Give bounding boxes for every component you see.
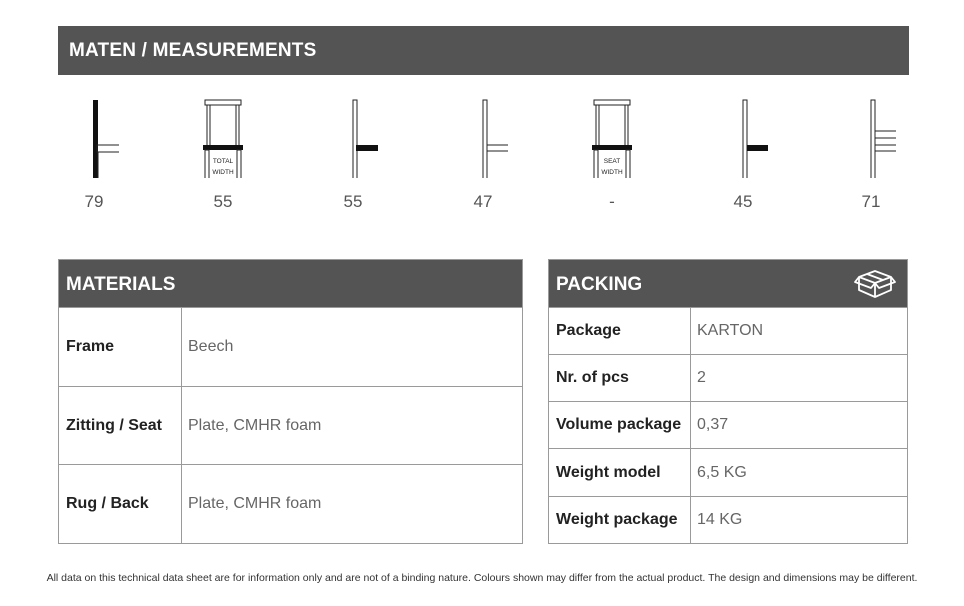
- packing-key: Weight model: [549, 449, 691, 496]
- measure-value: 55: [213, 192, 233, 211]
- chair-total-height-icon: [69, 92, 119, 178]
- measure-seat-height: [438, 92, 528, 212]
- measure-value: 71: [861, 192, 881, 211]
- box-icon: [853, 266, 897, 300]
- packing-key: Weight package: [549, 497, 691, 543]
- disclaimer-text: All data on this technical data sheet are for information only and are not of a binding nature. Colours shown may differ from the actual product. The design and dimensions may be different.: [46, 572, 918, 584]
- packing-value: 0,37: [697, 416, 729, 433]
- materials-panel: [58, 259, 523, 544]
- measure-value: 55: [343, 192, 363, 211]
- total-width-label-bottom: WIDTH: [212, 169, 234, 176]
- measure-value: -: [609, 192, 615, 211]
- measure-value: 45: [733, 192, 753, 211]
- packing-value: 2: [697, 369, 706, 386]
- table-row: [59, 307, 522, 386]
- packing-title: PACKING: [556, 274, 643, 295]
- materials-title: MATERIALS: [66, 274, 176, 295]
- table-row: [549, 401, 907, 448]
- measurements-title: MATEN / MEASUREMENTS: [69, 40, 317, 61]
- measure-seat-width: [567, 92, 657, 212]
- chair-seat-height-icon: [458, 92, 508, 178]
- measurements-row: [0, 92, 964, 222]
- packing-value: 14 KG: [697, 511, 743, 528]
- table-row: [549, 354, 907, 401]
- chair-seat-depth-icon: [328, 92, 378, 178]
- total-width-label-top: TOTAL: [212, 158, 234, 165]
- measure-seat-depth: [308, 92, 398, 212]
- packing-panel: [548, 259, 908, 544]
- materials-value: Beech: [188, 338, 234, 355]
- materials-key: Zitting / Seat: [59, 387, 182, 464]
- table-row: [59, 386, 522, 464]
- materials-value: Plate, CMHR foam: [188, 416, 322, 434]
- measure-value: 47: [473, 192, 493, 211]
- materials-header: [59, 260, 522, 307]
- chair-armrest-height-icon: [846, 92, 896, 178]
- measure-total-height: [49, 92, 139, 212]
- measure-value: 79: [84, 192, 104, 211]
- packing-value: 6,5 KG: [697, 463, 747, 481]
- packing-key: Nr. of pcs: [549, 355, 691, 401]
- seat-width-label-top: SEAT: [603, 158, 621, 165]
- seat-width-label-bottom: WIDTH: [601, 169, 623, 176]
- chair-seat-width-icon: [587, 92, 637, 178]
- packing-key: Volume package: [549, 402, 691, 448]
- packing-key: Package: [549, 308, 691, 354]
- materials-key: Frame: [59, 308, 182, 386]
- packing-value: KARTON: [697, 322, 764, 339]
- measure-total-width: [178, 92, 268, 212]
- packing-header: [549, 260, 907, 307]
- measure-seat-depth-inner: [698, 92, 788, 212]
- chair-seat-depth-inner-icon: [718, 92, 768, 178]
- materials-value: Plate, CMHR foam: [188, 495, 322, 512]
- measure-armrest-height: [826, 92, 916, 212]
- table-row: [549, 307, 907, 354]
- table-row: [549, 496, 907, 543]
- table-row: [549, 448, 907, 496]
- measurements-header: [58, 26, 909, 75]
- table-row: [59, 464, 522, 543]
- chair-total-width-icon: [198, 92, 248, 178]
- materials-key: Rug / Back: [59, 465, 182, 543]
